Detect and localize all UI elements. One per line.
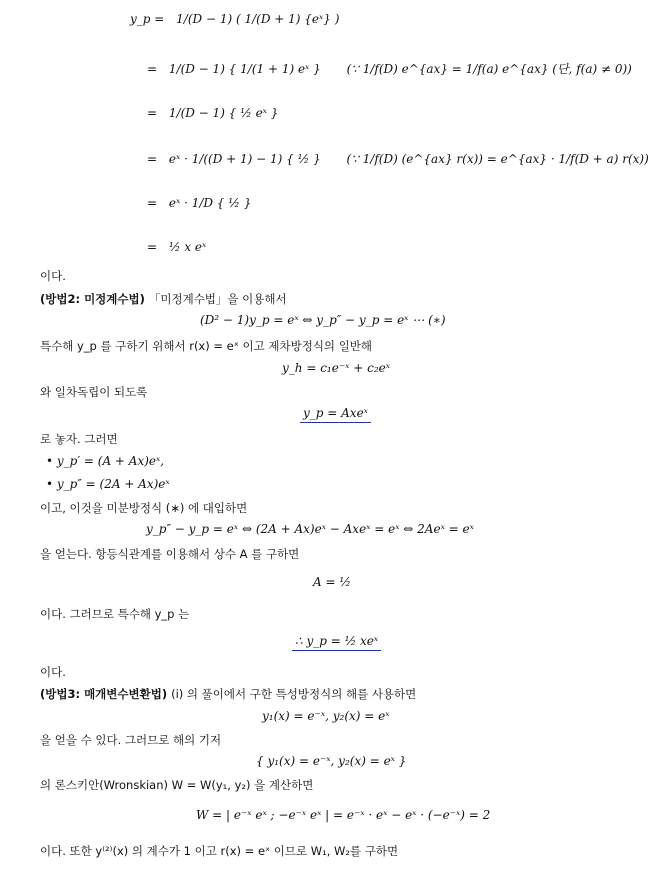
method3-heading <box>40 686 416 702</box>
method2-result <box>292 634 381 648</box>
text-ida-2: 이다. <box>40 665 66 679</box>
method2-para-3: 로 놓자. 그러면 <box>40 432 118 446</box>
method3-para-2: 의 론스키안(Wronskian) W = W(y₁, y₂) 을 계산하면 <box>40 778 314 792</box>
derivation-line-3: = 1/(D − 1) { ½ eˣ } <box>147 106 279 120</box>
method2-equation: (D² − 1)y_p = eˣ ⇔ y_p″ − y_p = eˣ ⋯ (∗) <box>200 313 446 327</box>
method2-homogeneous-solution: y_h = c₁e⁻ˣ + c₂eˣ <box>282 361 390 375</box>
derivation-line-5: = eˣ · 1/D { ½ } <box>147 196 252 210</box>
method3-basis: { y₁(x) = e⁻ˣ, y₂(x) = eˣ } <box>256 754 407 768</box>
method2-bullet-1: • y_p′ = (A + Ax)eˣ, <box>46 454 165 468</box>
method2-bullet-2: • y_p″ = (2A + Ax)eˣ <box>46 477 170 491</box>
method2-constant-A: A = ½ <box>313 575 351 589</box>
method2-para-2: 와 일차독립이 되도록 <box>40 385 148 399</box>
method2-substitution: y_p″ − y_p = eˣ ⇔ (2A + Ax)eˣ − Axeˣ = eˣ ⇔ 2Aeˣ = eˣ <box>146 522 474 536</box>
method3-para-3: 이다. 또한 y⁽²⁾(x) 의 계수가 1 이고 r(x) = eˣ 이므로 W₁, W₂를 구하면 <box>40 844 399 858</box>
derivation-line-2: = 1/(D − 1) { 1/(1 + 1) eˣ } (∵ 1/f(D) e^{ax} = 1/f(a) e^{ax} (단, f(a) ≠ 0)) <box>147 62 632 76</box>
text-ida-1: 이다. <box>40 269 66 283</box>
method2-guess <box>300 406 371 420</box>
method3-para-1: 을 얻을 수 있다. 그러므로 해의 기저 <box>40 733 222 747</box>
method2-intro: 「미정계수법」을 이용해서 <box>148 292 287 306</box>
method2-para-4: 이고, 이것을 미분방정식 (∗) 에 대입하면 <box>40 501 248 515</box>
method2-title: (방법2: 미정계수법) <box>40 292 145 306</box>
method3-title: (방법3: 매개변수변환법) <box>40 687 168 701</box>
method3-wronskian: W = | e⁻ˣ eˣ ; −e⁻ˣ eˣ | = e⁻ˣ · eˣ − eˣ · (−e⁻ˣ) = 2 <box>196 808 491 822</box>
method2-guess-underlined: y_p = Axeˣ <box>300 406 371 423</box>
method2-para-6: 이다. 그러므로 특수해 y_p 는 <box>40 607 190 621</box>
method2-result-underlined: ∴ y_p = ½ xeˣ <box>292 634 381 651</box>
method2-heading <box>40 291 287 307</box>
method2-para-1: 특수해 y_p 를 구하기 위해서 r(x) = eˣ 이고 제차방정식의 일반해 <box>40 339 373 353</box>
method2-para-5: 을 얻는다. 항등식관계를 이용해서 상수 A 를 구하면 <box>40 547 300 561</box>
method3-intro: (i) 의 풀이에서 구한 특성방정식의 해를 사용하면 <box>171 687 417 701</box>
derivation-line-4: = eˣ · 1/((D + 1) − 1) { ½ } (∵ 1/f(D) (e^{ax} r(x)) = e^{ax} · 1/f(D + a) r(x)) <box>147 152 649 166</box>
derivation-line-6: = ½ x eˣ <box>147 240 207 254</box>
derivation-line-1: y_p = 1/(D − 1) ( 1/(D + 1) {eˣ} ) <box>130 12 340 26</box>
method3-solutions: y₁(x) = e⁻ˣ, y₂(x) = eˣ <box>262 709 390 723</box>
